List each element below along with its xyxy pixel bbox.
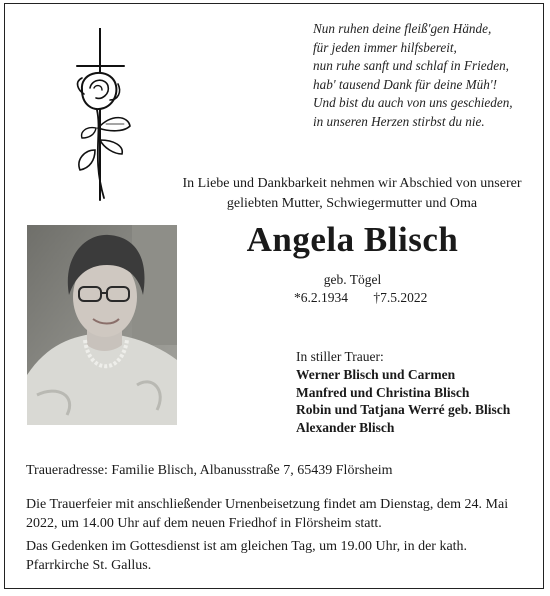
- poem-line: in unseren Herzen stirbst du nie.: [313, 113, 485, 129]
- poem-line: nun ruhe sanft und schlaf in Frieden,: [313, 58, 509, 74]
- mourning-address: Traueradresse: Familie Blisch, Albanusstraße 7, 65439 Flörsheim: [26, 463, 393, 478]
- funeral-service-info: Die Trauerfeier mit anschließender Urnenbeisetzung findet am Dienstag, dem 24. Mai 2022, um 14.00 Uhr auf dem neuen Friedhof in Flörsheim statt.: [26, 497, 509, 531]
- mourner-name: Robin und Tatjana Werré geb. Blisch: [296, 402, 511, 418]
- portrait-photo: [27, 225, 177, 425]
- death-date: †7.5.2022: [373, 290, 428, 305]
- poem-line: Und bist du auch von uns geschieden,: [313, 95, 513, 111]
- mourner-name: Alexander Blisch: [296, 420, 395, 436]
- memorial-service-info: Das Gedenken im Gottesdienst ist am gleichen Tag, um 19.00 Uhr, in der kath. Pfarrkirche St. Gallus.: [26, 539, 468, 573]
- poem-line: für jeden immer hilfsbereit,: [313, 39, 457, 55]
- birth-date: *6.2.1934: [294, 290, 348, 305]
- mourners-list: [296, 348, 536, 437]
- portrait-illustration: [27, 225, 177, 425]
- deceased-name: Angela Blisch: [246, 220, 459, 259]
- cross-with-rose-icon: [62, 28, 152, 208]
- poem-line: hab' tausend Dank für deine Müh'!: [313, 76, 498, 92]
- poem-line: Nun ruhen deine fleiß'gen Hände,: [313, 21, 492, 36]
- mourner-name: Werner Blisch und Carmen: [296, 366, 456, 382]
- poem: [313, 20, 538, 132]
- mourners-heading: In stiller Trauer:: [296, 349, 384, 364]
- life-dates: [294, 290, 427, 306]
- intro-text: In Liebe und Dankbarkeit nehmen wir Abschied von unserer geliebten Mutter, Schwiegermutter und Oma: [182, 176, 522, 211]
- birth-name: geb. Tögel: [323, 272, 382, 287]
- mourner-name: Manfred und Christina Blisch: [296, 384, 470, 400]
